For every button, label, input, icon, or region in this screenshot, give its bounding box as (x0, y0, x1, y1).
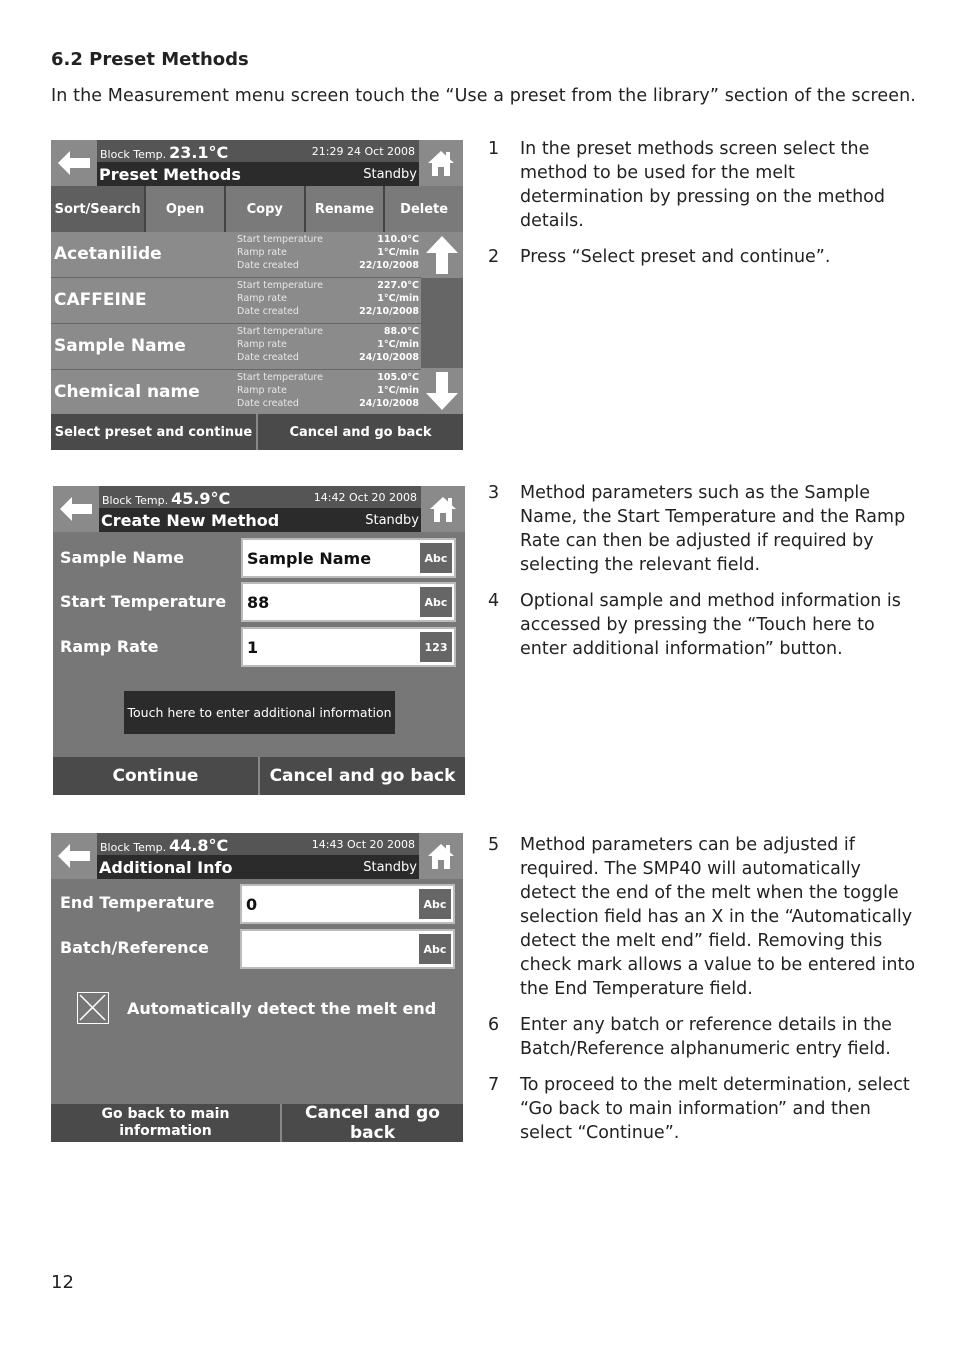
footer-bar (51, 414, 463, 450)
field-value: 88 (247, 593, 270, 612)
footer-bar (51, 1104, 463, 1142)
intro-text: In the Measurement menu screen touch the “Use a preset from the library” section of the screen. (51, 86, 916, 106)
scrollbar[interactable] (421, 232, 463, 414)
block-temp-value: 23.1°C (169, 143, 229, 162)
page-number: 12 (51, 1272, 74, 1293)
home-button[interactable] (421, 486, 465, 532)
rename-button[interactable]: Rename (306, 186, 386, 232)
method-row[interactable] (51, 324, 421, 370)
method-name: Chemical name (54, 382, 200, 402)
back-button[interactable] (51, 833, 97, 879)
end-temperature-label: End Temperature (60, 893, 215, 912)
block-temp-bar (97, 833, 419, 855)
status-text: Standby (363, 167, 417, 182)
batch-reference-field[interactable] (240, 929, 455, 969)
ramp-rate-label: Ramp Rate (60, 637, 159, 656)
datetime: 14:43 Oct 20 2008 (311, 838, 415, 851)
keyboard-type-badge: Abc (419, 934, 451, 964)
datetime: 21:29 24 Oct 2008 (311, 145, 415, 158)
block-temp-label: Block Temp. (100, 148, 167, 161)
create-new-method-screen (53, 486, 465, 795)
keyboard-type-badge: Abc (420, 543, 452, 573)
up-arrow-icon (425, 235, 459, 275)
method-name: Sample Name (54, 336, 186, 356)
toolbar (51, 186, 463, 232)
delete-button[interactable]: Delete (385, 186, 463, 232)
step-item: 1 In the preset methods screen select the method to be used for the melt determination by pressing on the method details. (488, 139, 885, 231)
step-item: 6 Enter any batch or reference details in the Batch/Reference alphanumeric entry field. (488, 1015, 892, 1059)
back-button[interactable] (53, 486, 99, 532)
copy-button[interactable]: Copy (226, 186, 306, 232)
method-details: Start temperature 227.0°C Ramp rate 1°C/min Date created 22/10/2008 (237, 280, 419, 317)
field-value: 0 (246, 895, 258, 914)
field-value: Sample Name (247, 549, 372, 568)
home-button[interactable] (419, 833, 463, 879)
step-item: 5 Method parameters can be adjusted if required. The SMP40 will automatically detect the end of the melt when the toggle selection field has an X in the “Automatically detect the melt end” field. Removing this check mark allows a value to be entered into the End Temperature field. (488, 835, 916, 999)
block-temp-bar (99, 486, 421, 508)
back-button[interactable] (51, 140, 97, 186)
home-icon (427, 149, 455, 177)
block-temp-value: 45.9°C (171, 489, 231, 508)
batch-reference-label: Batch/Reference (60, 938, 209, 957)
sample-name-label: Sample Name (60, 548, 185, 567)
block-temp-value: 44.8°C (169, 836, 229, 855)
method-row[interactable] (51, 232, 421, 278)
preset-methods-screen (51, 140, 463, 450)
title-bar (99, 508, 421, 532)
method-details: Start temperature 110.0°C Ramp rate 1°C/min Date created 22/10/2008 (237, 234, 419, 271)
method-row[interactable] (51, 370, 421, 416)
step-item: 4 Optional sample and method information is accessed by pressing the “Touch here to enter additional information” button. (488, 591, 901, 659)
method-row[interactable] (51, 278, 421, 324)
back-arrow-icon (59, 496, 93, 522)
ramp-rate-field[interactable] (241, 627, 456, 667)
additional-info-button[interactable]: Touch here to enter additional information (124, 691, 395, 734)
title-bar (97, 162, 419, 186)
section-heading: 6.2 Preset Methods (51, 49, 249, 70)
keyboard-type-badge: Abc (420, 587, 452, 617)
start-temperature-field[interactable] (241, 582, 456, 622)
footer-bar (53, 757, 465, 795)
auto-detect-label: Automatically detect the melt end (127, 999, 437, 1018)
back-arrow-icon (57, 843, 91, 869)
additional-info-screen (51, 833, 463, 1142)
block-temp-label: Block Temp. (100, 841, 167, 854)
back-arrow-icon (57, 150, 91, 176)
method-details: Start temperature 105.0°C Ramp rate 1°C/min Date created 24/10/2008 (237, 372, 419, 409)
cancel-button[interactable]: Cancel and go back (280, 1104, 463, 1142)
home-button[interactable] (419, 140, 463, 186)
step-item: 3 Method parameters such as the Sample Name, the Start Temperature and the Ramp Rate can then be adjusted if required by selecting the relevant field. (488, 483, 906, 575)
steps-group-2 (488, 481, 918, 673)
screen-title: Additional Info (99, 858, 233, 877)
method-details: Start temperature 88.0°C Ramp rate 1°C/min Date created 24/10/2008 (237, 326, 419, 363)
auto-detect-checkbox[interactable] (77, 992, 109, 1024)
sample-name-field[interactable] (241, 538, 456, 578)
status-text: Standby (365, 513, 419, 528)
block-temp-label: Block Temp. (102, 494, 169, 507)
keyboard-type-badge: Abc (419, 889, 451, 919)
x-mark-icon (78, 993, 107, 1022)
down-arrow-icon (425, 371, 459, 411)
steps-group-3 (488, 833, 918, 1157)
cancel-button[interactable]: Cancel and go back (256, 414, 463, 450)
step-item: 7 To proceed to the melt determination, select “Go back to main information” and then select “Continue”. (488, 1075, 910, 1143)
status-text: Standby (363, 860, 417, 875)
end-temperature-field[interactable] (240, 884, 455, 924)
start-temperature-label: Start Temperature (60, 592, 227, 611)
datetime: 14:42 Oct 20 2008 (313, 491, 417, 504)
keyboard-type-badge: 123 (420, 632, 452, 662)
method-name: CAFFEINE (54, 290, 147, 310)
scroll-down-button[interactable] (421, 368, 463, 414)
open-button[interactable]: Open (146, 186, 226, 232)
home-icon (429, 495, 457, 523)
cancel-button[interactable]: Cancel and go back (258, 757, 465, 795)
sort-search-button[interactable]: Sort/Search (51, 186, 146, 232)
method-name: Acetanilide (54, 244, 162, 264)
field-value: 1 (247, 638, 259, 657)
go-back-main-button[interactable]: Go back to main information (51, 1104, 280, 1142)
scroll-up-button[interactable] (421, 232, 463, 278)
continue-button[interactable]: Continue (53, 757, 258, 795)
select-preset-button[interactable]: Select preset and continue (51, 414, 256, 450)
screen-title: Create New Method (101, 511, 280, 530)
home-icon (427, 842, 455, 870)
title-bar (97, 855, 419, 879)
step-item: 2 Press “Select preset and continue”. (488, 247, 831, 267)
block-temp-bar (97, 140, 419, 162)
screen-title: Preset Methods (99, 165, 241, 184)
steps-group-1 (488, 137, 918, 281)
